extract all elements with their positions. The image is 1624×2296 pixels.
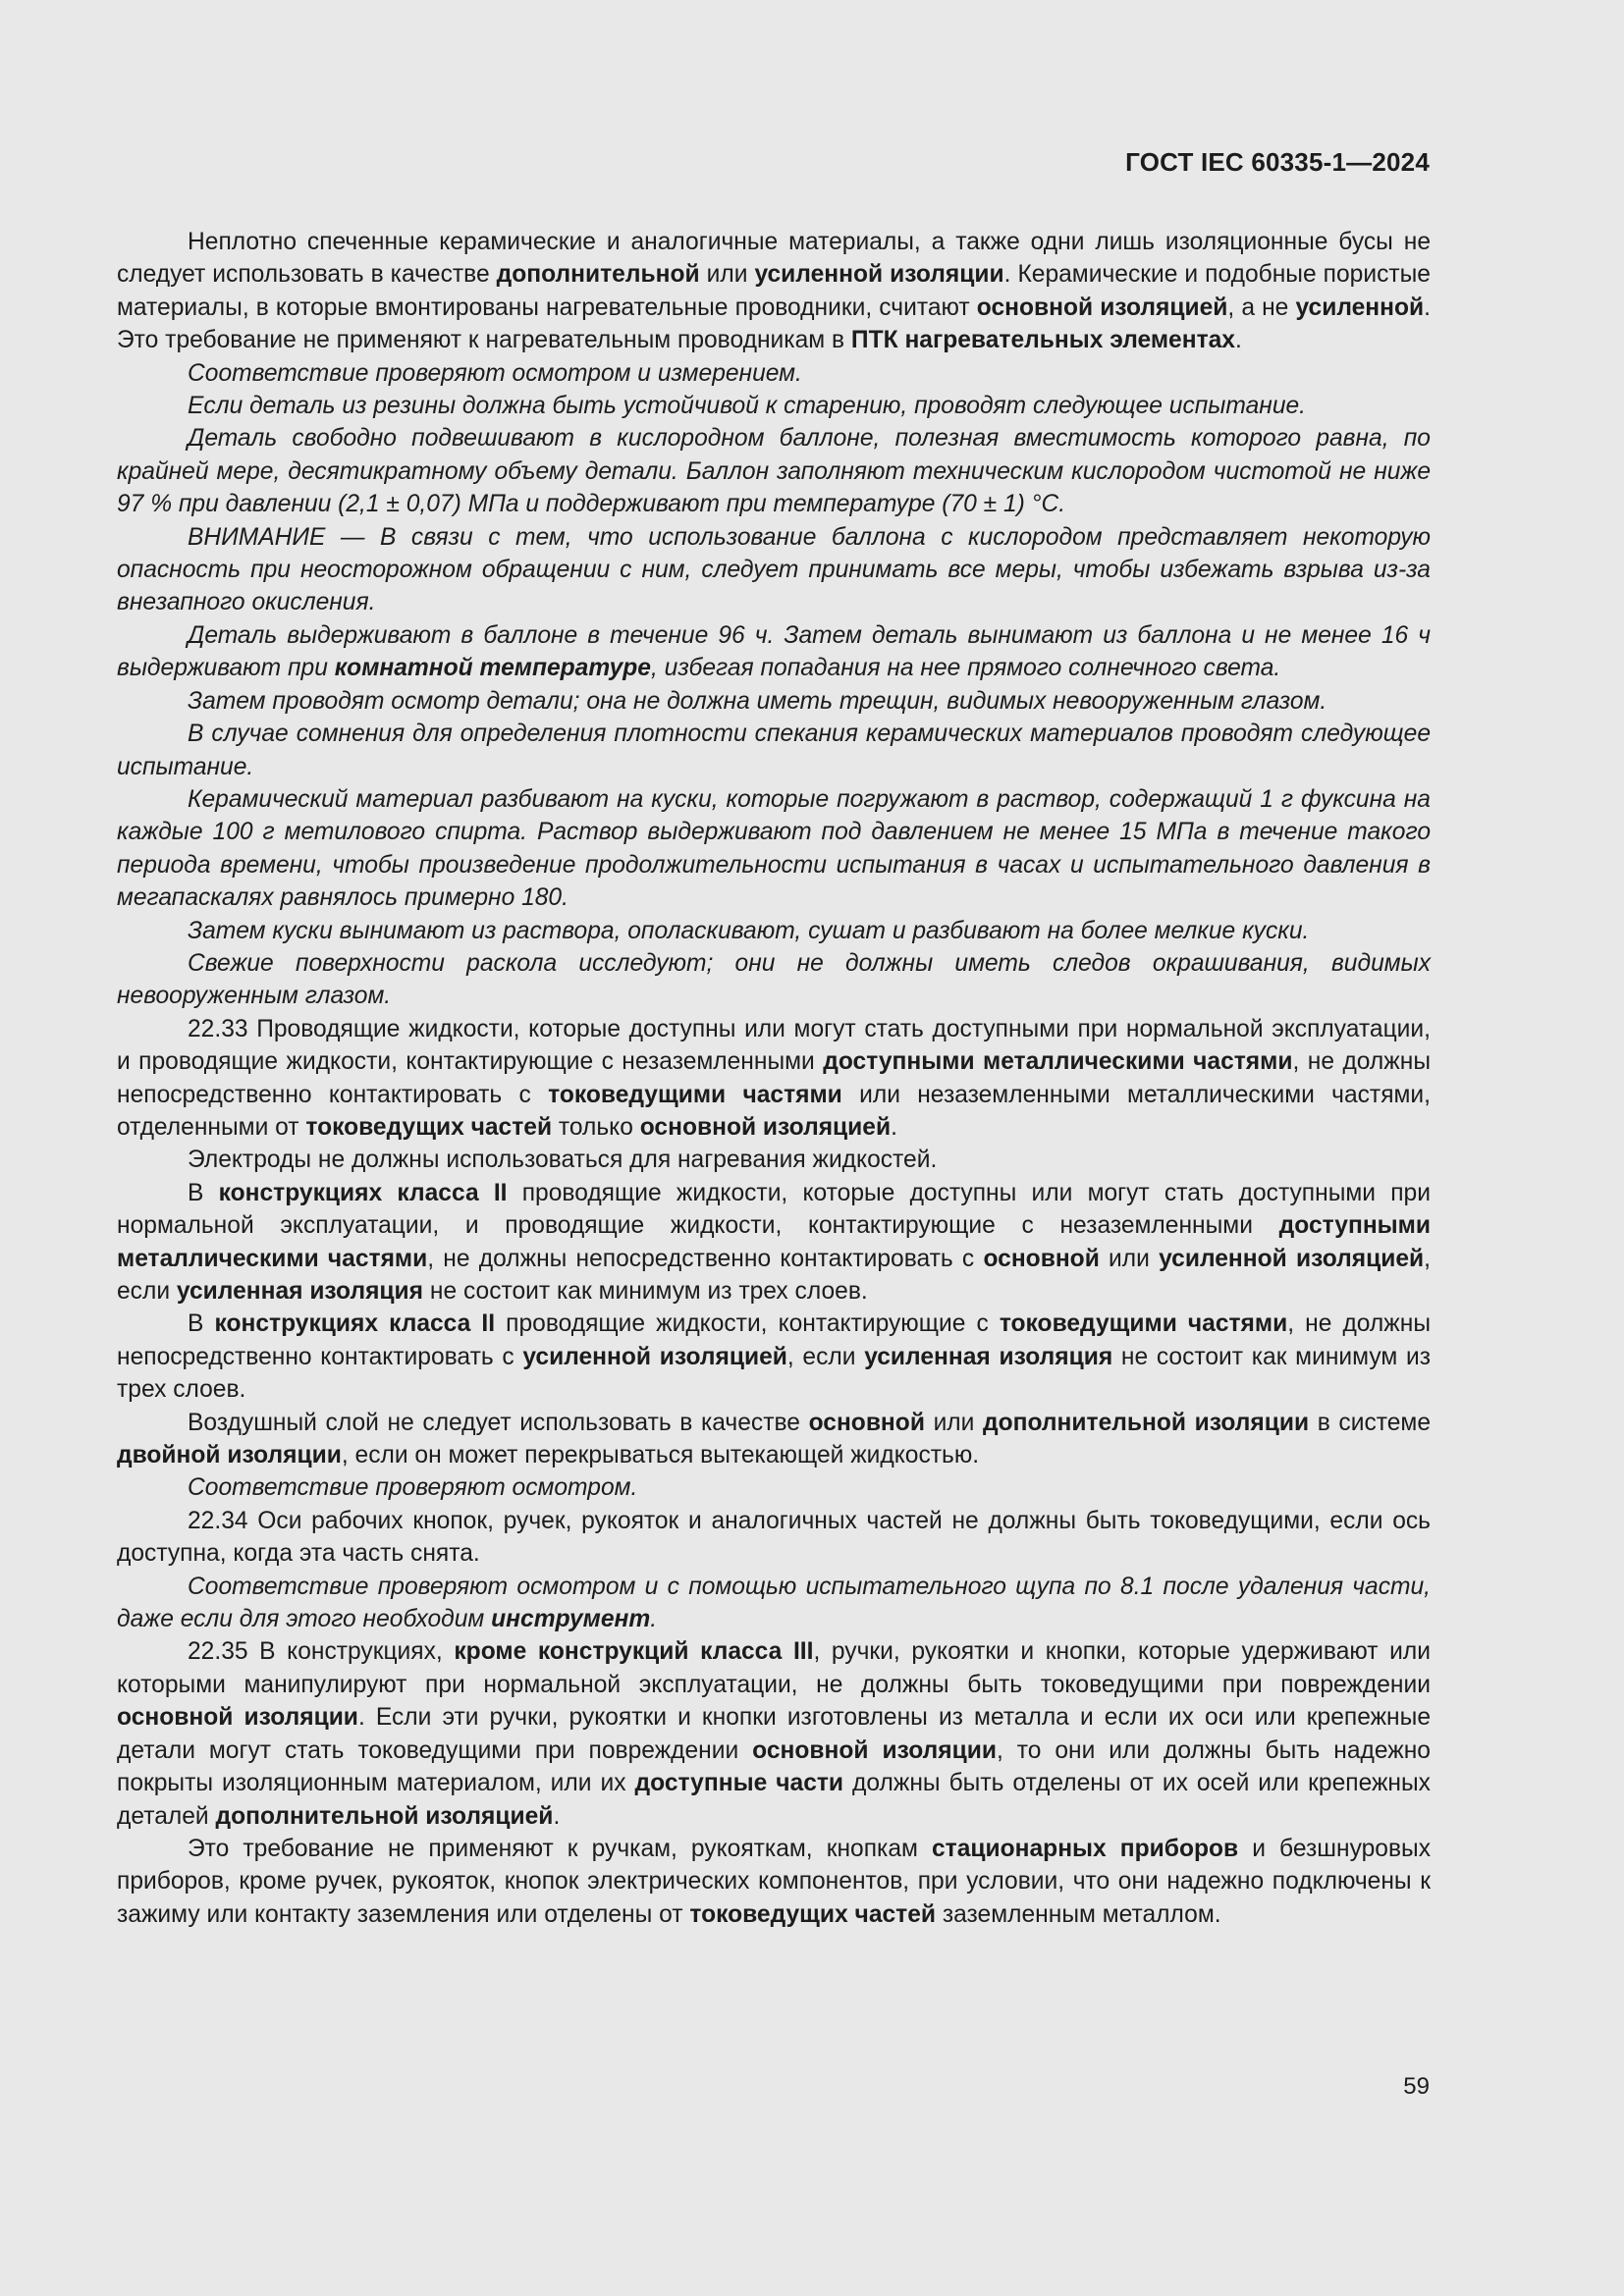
paragraph [117, 1635, 1431, 1832]
paragraph [117, 226, 1431, 357]
text-run: Воздушный слой не следует использовать в качестве [188, 1409, 809, 1436]
italic-paragraph [117, 422, 1431, 520]
text-run: не состоит как минимум из трех слоев. [117, 1343, 1431, 1404]
bold-term: дополнительной изоляции [983, 1409, 1310, 1436]
text-run: , ручки, рукоятки и кнопки, которые удерживают или которыми манипулируют при нормальной эксплуатации, не должны быть токоведущими при повреждении [117, 1638, 1431, 1698]
bold-term: основной изоляции [117, 1704, 358, 1732]
text-run: , не должны непосредственно контактировать с [427, 1245, 984, 1272]
text-run: , избегая попадания на нее прямого солнечного света. [650, 655, 1281, 682]
page-number: 59 [1403, 2073, 1430, 2100]
text-run: , не должны непосредственно контактировать с [117, 1310, 1431, 1370]
bold-term: кроме конструкций класса III [454, 1638, 814, 1666]
text-run: Соответствие проверяют осмотром и с помощью испытательного щупа по 8.1 после удаления части, даже если для этого необходим [117, 1573, 1431, 1633]
bold-term: комнатной температуре [334, 655, 651, 682]
text-run: Деталь выдерживают в баллоне в течение 96 ч. Затем деталь вынимают из баллона и не менее 16 ч выдерживают при [117, 621, 1431, 682]
text-run: 22.35 В конструкциях, [188, 1638, 455, 1666]
bold-term: двойной изоляции [117, 1442, 342, 1469]
bold-term: основной изоляцией [639, 1113, 892, 1141]
text-run: В [188, 1179, 219, 1206]
bold-term: ПТК нагревательных элементах [850, 327, 1235, 354]
bold-term: конструкциях класса II [218, 1179, 508, 1206]
italic-paragraph [117, 685, 1431, 718]
text-run: 22.34 Оси рабочих кнопок, ручек, рукояток и аналогичных частей не должны быть токоведущими, если ось доступна, когда эта часть снята. [117, 1507, 1431, 1568]
text-run: только [552, 1113, 640, 1141]
paragraph [117, 1013, 1431, 1145]
text-run: В [188, 1310, 215, 1338]
text-run: . Керамические и подобные пористые материалы, в которые вмонтированы нагревательные проводники, считают [117, 261, 1431, 321]
italic-paragraph [117, 521, 1431, 619]
bold-term: усиленная изоляция [176, 1278, 424, 1305]
text-run: . [891, 1113, 897, 1141]
body-text [117, 226, 1431, 1931]
paragraph [117, 1177, 1431, 1308]
bold-term: усиленной изоляции [754, 261, 1004, 289]
bold-term: инструмент [491, 1606, 651, 1633]
text-run: В случае сомнения для определения плотности спекания керамических материалов проводят следующее испытание. [117, 721, 1431, 780]
text-run: Затем куски вынимают из раствора, ополаскивают, сушат и разбивают на более мелкие куски. [188, 917, 1310, 944]
text-run: Электроды не должны использоваться для нагревания жидкостей. [188, 1147, 938, 1174]
text-run: , если [786, 1343, 865, 1370]
text-run: или [924, 1409, 984, 1436]
text-run: . Если эти ручки, рукоятки и кнопки изготовлены из металла и если их оси или крепежные детали могут стать токоведущими при повреждении [117, 1704, 1431, 1764]
standard-title: ГОСТ IEC 60335-1—2024 [1125, 147, 1430, 177]
text-run: . [1234, 327, 1242, 354]
italic-paragraph [117, 1471, 1431, 1504]
text-run: , если [117, 1245, 1431, 1305]
italic-paragraph [117, 357, 1431, 390]
bold-term: дополнительной [496, 261, 700, 289]
text-run: заземленным металлом. [936, 1900, 1221, 1928]
text-run: Керамический материал разбивают на куски, которые погружают в раствор, содержащий 1 г фуксина на каждые 100 г метилового спирта. Раствор выдерживают под давлением не менее 15 МПа в течение такого периода времени, чтобы произведение продолжительности испытания в часах и испытательного давления в мегапаскалях равнялось примерно 180. [117, 785, 1431, 912]
paragraph [117, 1144, 1431, 1176]
bold-term: основной [808, 1409, 925, 1436]
text-run: , не должны непосредственно контактировать с [117, 1048, 1431, 1108]
italic-paragraph [117, 1571, 1431, 1636]
text-run: , если он может перекрываться вытекающей жидкостью. [341, 1442, 980, 1469]
bold-term: дополнительной изоляцией [215, 1802, 554, 1830]
bold-term: доступные части [634, 1770, 844, 1797]
italic-paragraph [117, 783, 1431, 915]
text-run: и безшнуровых приборов, кроме ручек, рукояток, кнопок электрических компонентов, при условии, что они надежно подключены к зажиму или контакту заземления или отделены от [117, 1835, 1431, 1928]
text-run: Неплотно спеченные керамические и аналогичные материалы, а также одни лишь изоляционные бусы не следует использовать в качестве [117, 229, 1431, 289]
paragraph [117, 1833, 1431, 1931]
italic-paragraph [117, 619, 1431, 685]
bold-term: усиленной [1295, 294, 1425, 321]
text-run: Соответствие проверяют осмотром. [188, 1474, 638, 1502]
text-run: , а не [1227, 294, 1296, 321]
bold-term: доступными металлическими частями [117, 1212, 1431, 1272]
paragraph [117, 1407, 1431, 1472]
bold-term: доступными металлическими частями [823, 1048, 1293, 1076]
bold-term: токоведущими частями [548, 1081, 842, 1108]
text-run: . [553, 1802, 561, 1830]
bold-term: основной изоляции [752, 1736, 997, 1764]
bold-term: токоведущих частей [305, 1113, 553, 1141]
text-run: 22.33 Проводящие жидкости, которые доступны или могут стать доступными при нормальной эксплуатации, и проводящие жидкости, контактирующие с незаземленными [117, 1015, 1431, 1076]
bold-term: усиленной изоляцией [1159, 1245, 1425, 1272]
text-run: или незаземленными металлическими частями, отделенными от [117, 1081, 1431, 1141]
bold-term: токоведущими частями [999, 1310, 1288, 1338]
italic-paragraph [117, 915, 1431, 947]
text-run: Это требование не применяют к ручкам, рукояткам, кнопкам [188, 1835, 932, 1862]
paragraph [117, 1308, 1431, 1406]
italic-paragraph [117, 390, 1431, 422]
text-run: Свежие поверхности раскола исследуют; они не должны иметь следов окрашивания, видимых невооруженным глазом. [117, 949, 1431, 1010]
text-run: или [1099, 1245, 1160, 1272]
text-run: проводящие жидкости, контактирующие с [495, 1310, 1000, 1338]
text-run: должны быть отделены от их осей или крепежных деталей [117, 1770, 1431, 1830]
text-run: . Это требование не применяют к нагревательным проводникам в [117, 294, 1431, 354]
text-run: не состоит как минимум из трех слоев. [423, 1278, 868, 1305]
text-run: в системе [1309, 1409, 1431, 1436]
paragraph [117, 1505, 1431, 1571]
bold-term: стационарных приборов [931, 1835, 1239, 1862]
bold-term: усиленная изоляция [864, 1343, 1113, 1370]
text-run: или [699, 261, 755, 289]
italic-paragraph [117, 947, 1431, 1013]
bold-term: основной изоляцией [976, 294, 1228, 321]
bold-term: конструкциях класса II [214, 1310, 496, 1338]
text-run: , то они или должны быть надежно покрыты изоляционным материалом, или их [117, 1736, 1431, 1797]
text-run: Затем проводят осмотр детали; она не должна иметь трещин, видимых невооруженным глазом. [188, 687, 1327, 715]
text-run: Если деталь из резины должна быть устойчивой к старению, проводят следующее испытание. [188, 393, 1307, 420]
text-run: Соответствие проверяют осмотром и измерением. [188, 359, 802, 387]
text-run: Деталь свободно подвешивают в кислородном баллоне, полезная вместимость которого равна, по крайней мере, десятикратному объему детали. Баллон заполняют техническим кислородом чистотой не ниже 97 % при давлении (2,1 ± 0,07) МПа и поддерживают при температуре (70 ± 1) °С. [117, 425, 1431, 518]
text-run: проводящие жидкости, которые доступны или могут стать доступными при нормальной эксплуатации, и проводящие жидкости, контактирующие с незаземленными [117, 1179, 1431, 1240]
text-run: ВНИМАНИЕ — В связи с тем, что использование баллона с кислородом представляет некоторую опасность при неосторожном обращении с ним, следует принимать все меры, чтобы избежать взрыва из-за внезапного окисления. [117, 523, 1431, 616]
italic-paragraph [117, 718, 1431, 783]
text-run: . [650, 1606, 658, 1633]
bold-term: основной [983, 1245, 1100, 1272]
bold-term: усиленной изоляцией [522, 1343, 787, 1370]
bold-term: токоведущих частей [689, 1900, 937, 1928]
